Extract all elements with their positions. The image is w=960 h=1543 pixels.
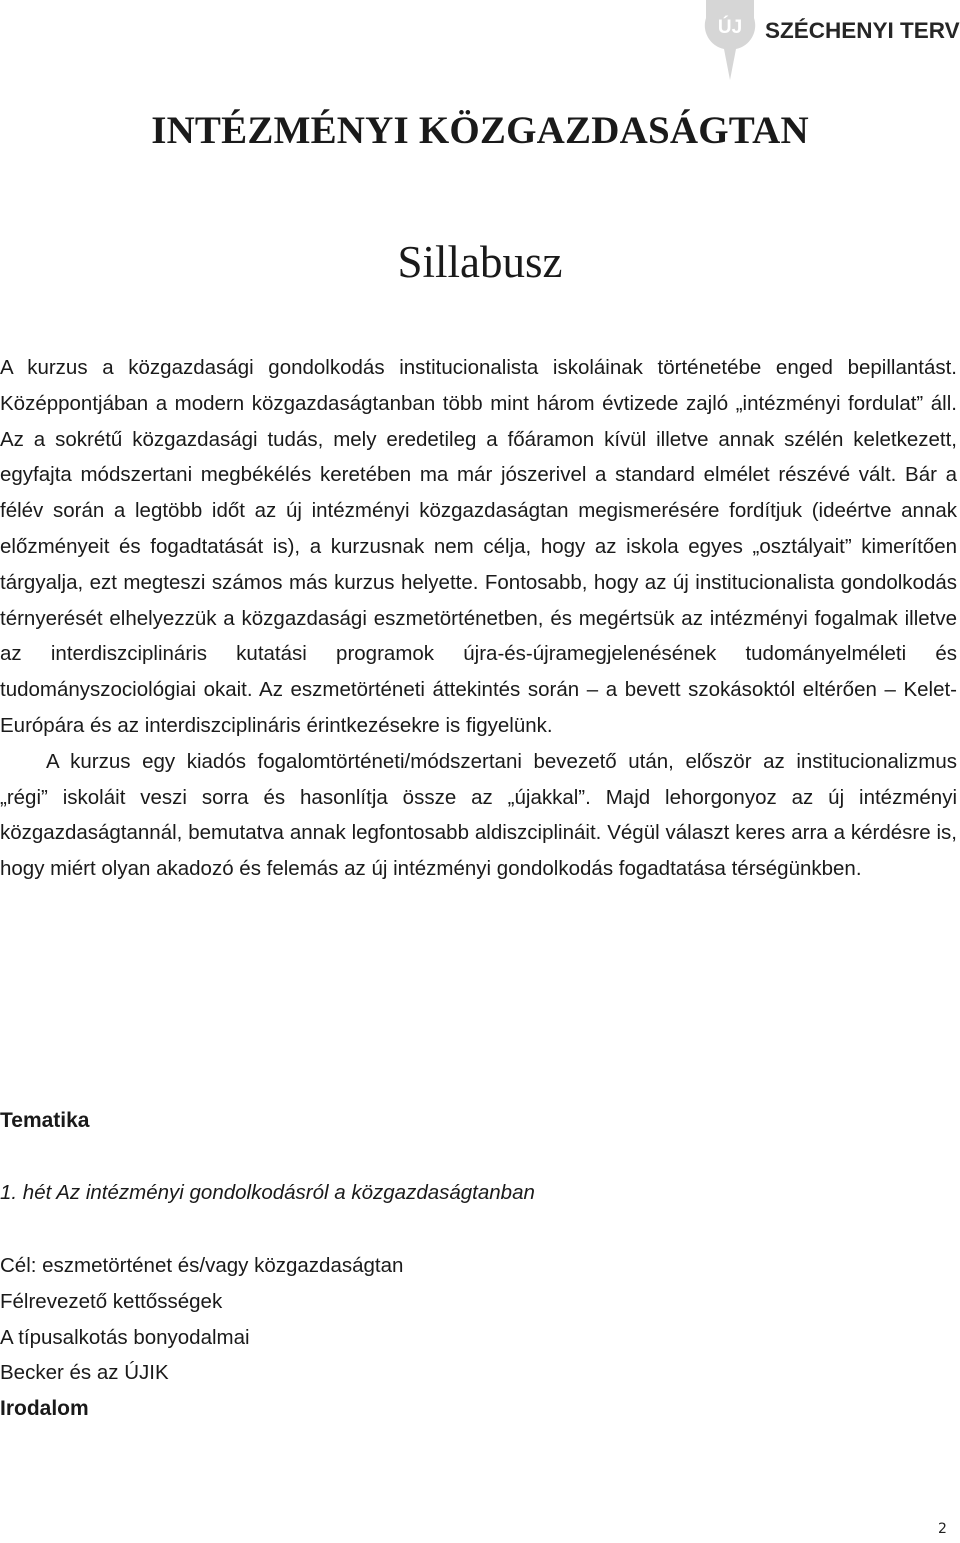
logo-badge-text: ÚJ [717, 17, 743, 38]
page-number: 2 [938, 1521, 947, 1537]
topic-item: Cél: eszmetörténet és/vagy közgazdaságtan [0, 1254, 404, 1277]
description-paragraph-1: A kurzus a közgazdasági gondolkodás institucionalista iskoláinak történetébe enged bepillantást. Középpontjában a modern közgazdaságtanban több mint három évtizede zajló „intézményi fordulat” áll. Az a sokrétű közgazdasági tudás, mely eredetileg a főáramon kívül illetve annak szélén keletkezett, egyfajta módszertani megbékélés keretében ma már jószerivel a standard elmélet részévé vált. Bár a félév során a legtöbb időt az új intézményi közgazdaságtan megismerésére fordítjuk (ideértve annak előzményeit és fogadtatását is), a kurzusnak nem célja, hogy az iskola egyes „osztályait” kimerítően tárgyalja, ezt megteszi számos más kurzus helyette. Fontosabb, hogy az új institucionalista gondolkodás térnyerését elhelyezzük a közgazdasági eszmetörténetben, és megértsük az intézményi fogalmak illetve az interdiszciplináris kutatási programok újra-és-újramegjelenésének tudományelméleti és tudományszociológiai okait. Az eszmetörténeti áttekintés során – a bevett szokásoktól eltérően – Kelet-Európára és az interdiszciplináris érintkezésekre is figyelünk. [0, 356, 957, 737]
week-1-topic-list [0, 1248, 403, 1391]
topic-item: A típusalkotás bonyodalmai [0, 1325, 250, 1349]
week-1-title: 1. hét Az intézményi gondolkodásról a közgazdaságtanban [0, 1181, 535, 1204]
szechenyi-terv-logo [701, 0, 960, 80]
topic-item: Félrevezető kettősségek [0, 1289, 223, 1313]
topic-item: Becker és az ÚJIK [0, 1361, 169, 1385]
logo-badge-icon [705, 0, 755, 80]
literature-heading: Irodalom [0, 1397, 89, 1420]
document-title: INTÉZMÉNYI KÖZGAZDASÁGTAN [151, 109, 809, 152]
section-heading-tematika: Tematika [0, 1109, 90, 1132]
logo-wordmark: SZÉCHENYI TERV [765, 18, 960, 43]
course-description [0, 350, 957, 887]
document-subtitle: Sillabusz [397, 237, 563, 287]
description-paragraph-2: A kurzus egy kiadós fogalomtörténeti/módszertani bevezető után, először az institucionalizmus „régi” iskoláit veszi sorra és hasonlítja össze az „újakkal”. Majd lehorgonyoz az új intézményi közgazdaságtannál, bemutatva annak legfontosabb aldiszciplináit. Végül választ keres arra a kérdésre is, hogy miért olyan akadozó és felemás az új intézményi gondolkodás fogadtatása térségünkben. [0, 749, 957, 881]
logo-graphic [701, 0, 960, 80]
